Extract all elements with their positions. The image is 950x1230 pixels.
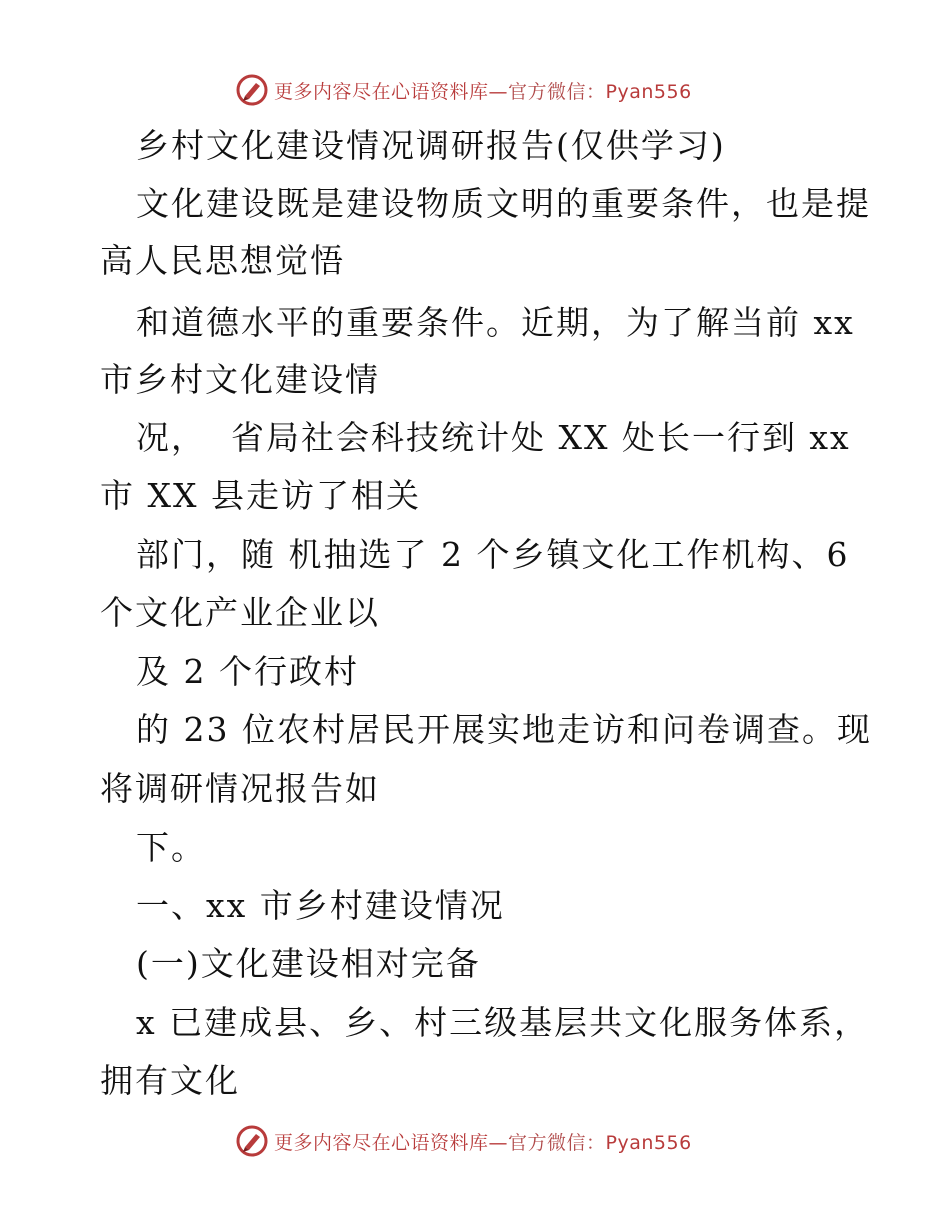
paragraph-line: 文化建设既是建设物质文明的重要条件，也是提 (136, 184, 871, 223)
paragraph-line: 及 2 个行政村 (136, 652, 359, 691)
section-heading: 一、xx 市乡村建设情况 (136, 886, 505, 925)
paragraph-line: 个文化产业企业以 (100, 593, 380, 632)
paragraph-line: 和道德水平的重要条件。近期，为了解当前 xx (136, 303, 855, 342)
watermark-text: 更多内容尽在心语资料库—官方微信：Pyan556 (274, 80, 692, 103)
paragraph-line: 市乡村文化建设情 (100, 360, 380, 399)
paragraph-line: 高人民思想觉悟 (100, 241, 345, 280)
paragraph-line: 下。 (136, 828, 206, 867)
watermark-banner-bottom (236, 1124, 716, 1158)
paragraph-line: x 已建成县、乡、村三级基层共文化服务体系， (136, 1003, 870, 1042)
pen-logo-icon (236, 1125, 268, 1157)
watermark-text: 更多内容尽在心语资料库—官方微信：Pyan556 (274, 1131, 692, 1154)
paragraph-line: 的 23 位农村居民开展实地走访和问卷调查。现 (136, 710, 872, 749)
subsection-heading: (一)文化建设相对完备 (136, 944, 481, 983)
document-title: 乡村文化建设情况调研报告(仅供学习) (136, 126, 726, 165)
paragraph-line: 况， 省局社会科技统计处 XX 处长一行到 xx (136, 418, 851, 457)
paragraph-line: 市 XX 县走访了相关 (100, 476, 421, 515)
paragraph-line: 拥有文化 (100, 1061, 240, 1100)
paragraph-line: 部门，随 机抽选了 2 个乡镇文化工作机构、6 (136, 535, 850, 574)
paragraph-line: 将调研情况报告如 (100, 769, 380, 808)
